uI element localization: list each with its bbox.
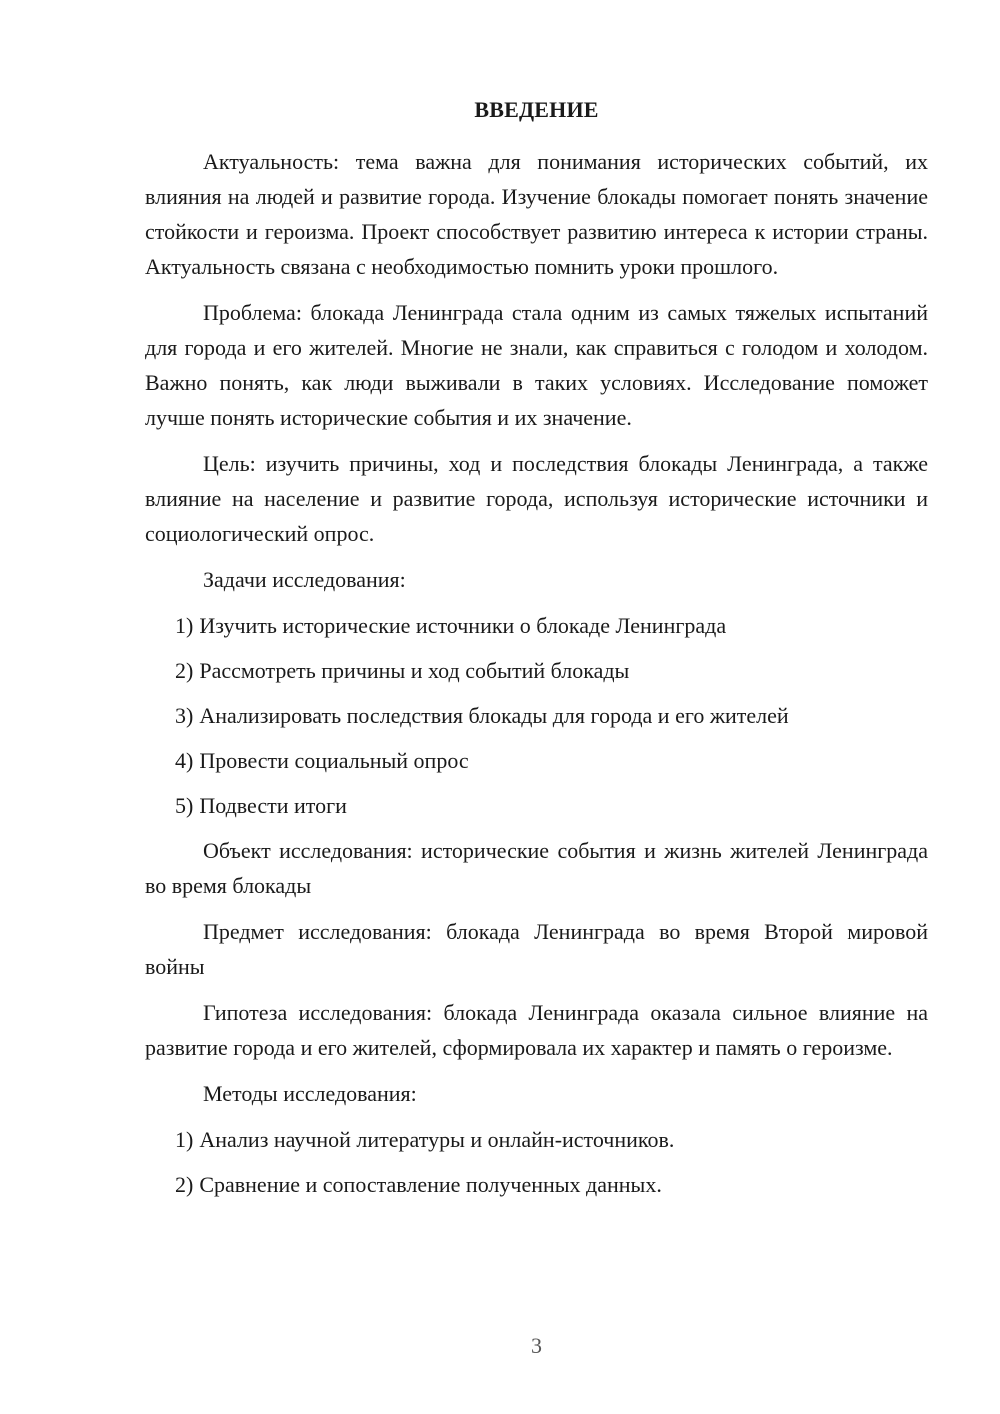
task-text: Провести социальный опрос — [199, 748, 469, 773]
task-item — [145, 743, 928, 778]
task-number: 2) — [175, 658, 194, 683]
hypothesis-paragraph: Гипотеза исследования: блокада Ленинграда оказала сильное влияние на развитие города и его жителей, сформировала их характер и память о героизме. — [145, 1000, 928, 1060]
page-number: 3 — [531, 1333, 542, 1358]
task-text: Изучить исторические источники о блокаде Ленинграда — [199, 613, 727, 638]
task-item — [145, 608, 928, 643]
subject-paragraph: Предмет исследования: блокада Ленинграда во время Второй мировой войны — [145, 919, 928, 979]
methods-list — [145, 1122, 928, 1202]
goal-paragraph: Цель: изучить причины, ход и последствия блокады Ленинграда, а также влияние на население и развитие города, используя исторические источники и социологический опрос. — [145, 451, 928, 546]
task-number: 1) — [175, 613, 194, 638]
task-text: Подвести итоги — [199, 793, 347, 818]
relevance-paragraph: Актуальность: тема важна для понимания исторических событий, их влияния на людей и развитие города. Изучение блокады помогает понять значение стойкости и героизма. Проект способствует развитию интереса к истории страны. Актуальность связана с необходимостью помнить уроки прошлого. — [145, 149, 928, 279]
method-number: 2) — [175, 1172, 194, 1197]
task-number: 3) — [175, 703, 194, 728]
document-page — [145, 0, 928, 1414]
method-number: 1) — [175, 1127, 194, 1152]
task-text: Рассмотреть причины и ход событий блокады — [199, 658, 630, 683]
object-paragraph: Объект исследования: исторические события и жизнь жителей Ленинграда во время блокады — [145, 838, 928, 898]
method-item — [145, 1167, 928, 1202]
task-item — [145, 698, 928, 733]
method-text: Анализ научной литературы и онлайн-источников. — [199, 1127, 675, 1152]
task-number: 5) — [175, 793, 194, 818]
section-heading: ВВЕДЕНИЕ — [474, 97, 599, 122]
task-item — [145, 788, 928, 823]
task-number: 4) — [175, 748, 194, 773]
problem-paragraph: Проблема: блокада Ленинграда стала одним из самых тяжелых испытаний для города и его жителей. Многие не знали, как справиться с голодом и холодом. Важно понять, как люди выживали в таких условиях. Исследование поможет лучше понять исторические события и их значение. — [145, 300, 928, 430]
methods-title: Методы исследования: — [203, 1081, 417, 1106]
tasks-title: Задачи исследования: — [203, 567, 406, 592]
tasks-list — [145, 608, 928, 823]
method-item — [145, 1122, 928, 1157]
task-text: Анализировать последствия блокады для города и его жителей — [199, 703, 789, 728]
task-item — [145, 653, 928, 688]
method-text: Сравнение и сопоставление полученных данных. — [199, 1172, 662, 1197]
document-body — [145, 144, 928, 1212]
